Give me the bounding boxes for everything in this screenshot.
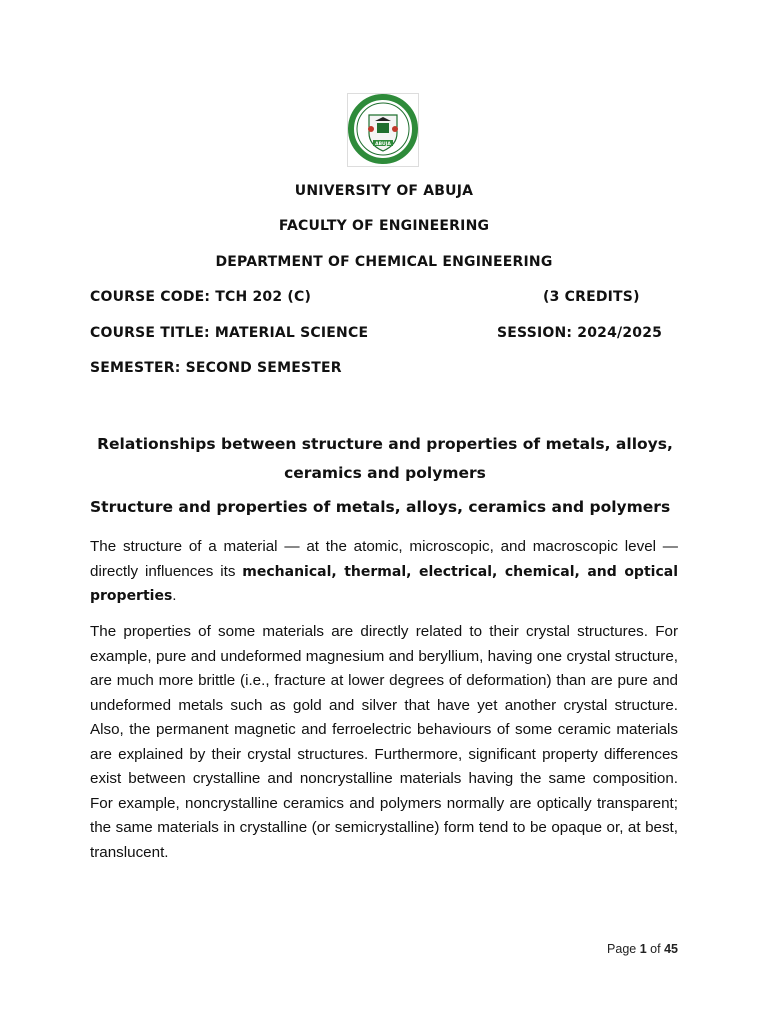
svg-text:ABUJA: ABUJA [375,142,391,147]
course-semester: SEMESTER: SECOND SEMESTER [90,360,342,376]
paragraph-intro [90,535,678,609]
course-code: COURSE CODE: TCH 202 (C) [90,289,312,305]
faculty-name: FACULTY OF ENGINEERING [278,218,490,234]
document-title: Relationships between structure and properties of metals, alloys, ceramics and polymers [97,435,673,482]
paragraph-crystal-structures: The properties of some materials are directly related to their crystal structures. For example, pure and undeformed magnesium and beryllium, having one crystal structure, are much more brittle (i.e., fracture at lower degrees of deformation) than are pure and undeformed metals such as gold and silver that have yet another crystal structure. Also, the permanent magnetic and ferroelectric behaviours of some ceramic materials are explained by their crystal structures. Furthermore, significant property differences exist between crystalline and noncrystalline materials having the same composition. For example, noncrystalline ceramics and polymers normally are optically transparent; the same materials in crystalline (or semicrystalline) form tend to be opaque or, at best, translucent. [90,623,678,861]
course-credits: (3 CREDITS) [543,289,640,305]
page-total: 45 [664,942,678,956]
paragraph-intro-bold: mechanical, thermal, electrical, chemical, and optical properties [90,563,678,604]
paragraph-intro-text: The structure of a material — at the atomic, microscopic, and macroscopic level — directly influences its [90,538,678,580]
section-heading: Structure and properties of metals, alloys, ceramics and polymers [90,498,671,516]
department-name: DEPARTMENT OF CHEMICAL ENGINEERING [215,254,553,270]
page-of: of [650,942,661,956]
course-session: SESSION: 2024/2025 [497,325,663,341]
course-title: COURSE TITLE: MATERIAL SCIENCE [90,325,369,341]
page-number [607,942,678,956]
university-logo [347,93,419,167]
paragraph-intro-end: . [172,587,177,604]
page-current: 1 [639,942,647,956]
page-label: Page [607,942,637,956]
university-name: UNIVERSITY OF ABUJA [294,183,474,199]
